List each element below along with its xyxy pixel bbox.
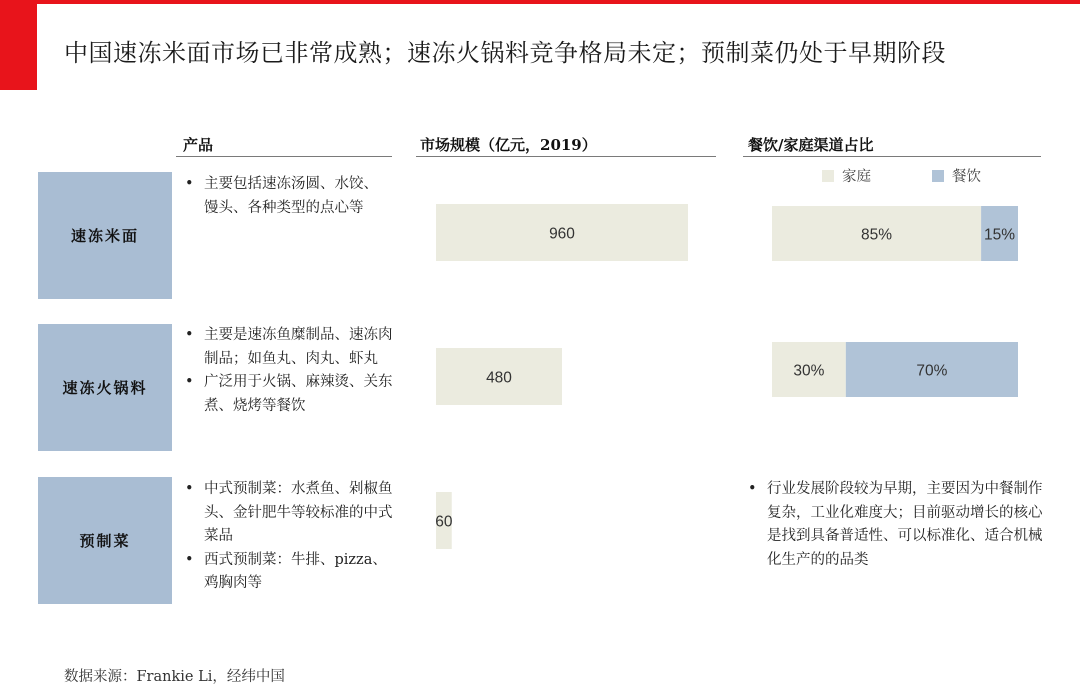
row-label-frozen-rice-noodle: 速冻米面 xyxy=(38,172,172,299)
column-header-product: 产品 xyxy=(183,136,214,154)
market-size-data-label: 60 xyxy=(435,513,453,531)
channel-data-label: 15% xyxy=(984,226,1016,244)
column-header-channel: 餐饮/家庭渠道占比 xyxy=(748,136,874,154)
legend-home-label: 家庭 xyxy=(842,169,871,185)
bullet-item: • 中式预制菜：水煮鱼、剁椒鱼头、金针肥牛等较标准的中式菜品 xyxy=(182,478,396,549)
bullet-item: • 主要包括速冻汤圆、水饺、馒头、各种类型的点心等 xyxy=(182,173,392,220)
bullet-item: • 广泛用于火锅、麻辣烫、关东煮、烧烤等餐饮 xyxy=(182,371,404,418)
row-label-prepared-dishes: 预制菜 xyxy=(38,477,172,604)
market-size-data-label: 960 xyxy=(549,225,575,243)
channel-data-label: 85% xyxy=(861,226,893,244)
bullet-item: • 行业发展阶段较为早期，主要因为中餐制作复杂，工业化难度大；目前驱动增长的核心是找到具备普适性、可以标准化、适合机械化生产的的品类 xyxy=(745,478,1050,572)
row-label-frozen-hotpot: 速冻火锅料 xyxy=(38,324,172,451)
page-title: 中国速冻米面市场已非常成熟；速冻火锅料竞争格局未定；预制菜仍处于早期阶段 xyxy=(64,39,946,67)
channel-data-label: 30% xyxy=(793,362,825,380)
market-size-data-label: 480 xyxy=(486,369,512,387)
column-header-market-size: 市场规模（亿元，2019） xyxy=(420,136,597,154)
legend-catering-label: 餐饮 xyxy=(952,169,981,185)
bullet-item: • 西式预制菜：牛排、pizza、鸡胸肉等 xyxy=(182,549,396,596)
channel-data-label: 70% xyxy=(916,362,948,380)
bullet-item: • 主要是速冻鱼糜制品、速冻肉制品；如鱼丸、肉丸、虾丸 xyxy=(182,324,404,371)
source-note: 数据来源：Frankie Li，经纬中国 xyxy=(64,669,285,685)
